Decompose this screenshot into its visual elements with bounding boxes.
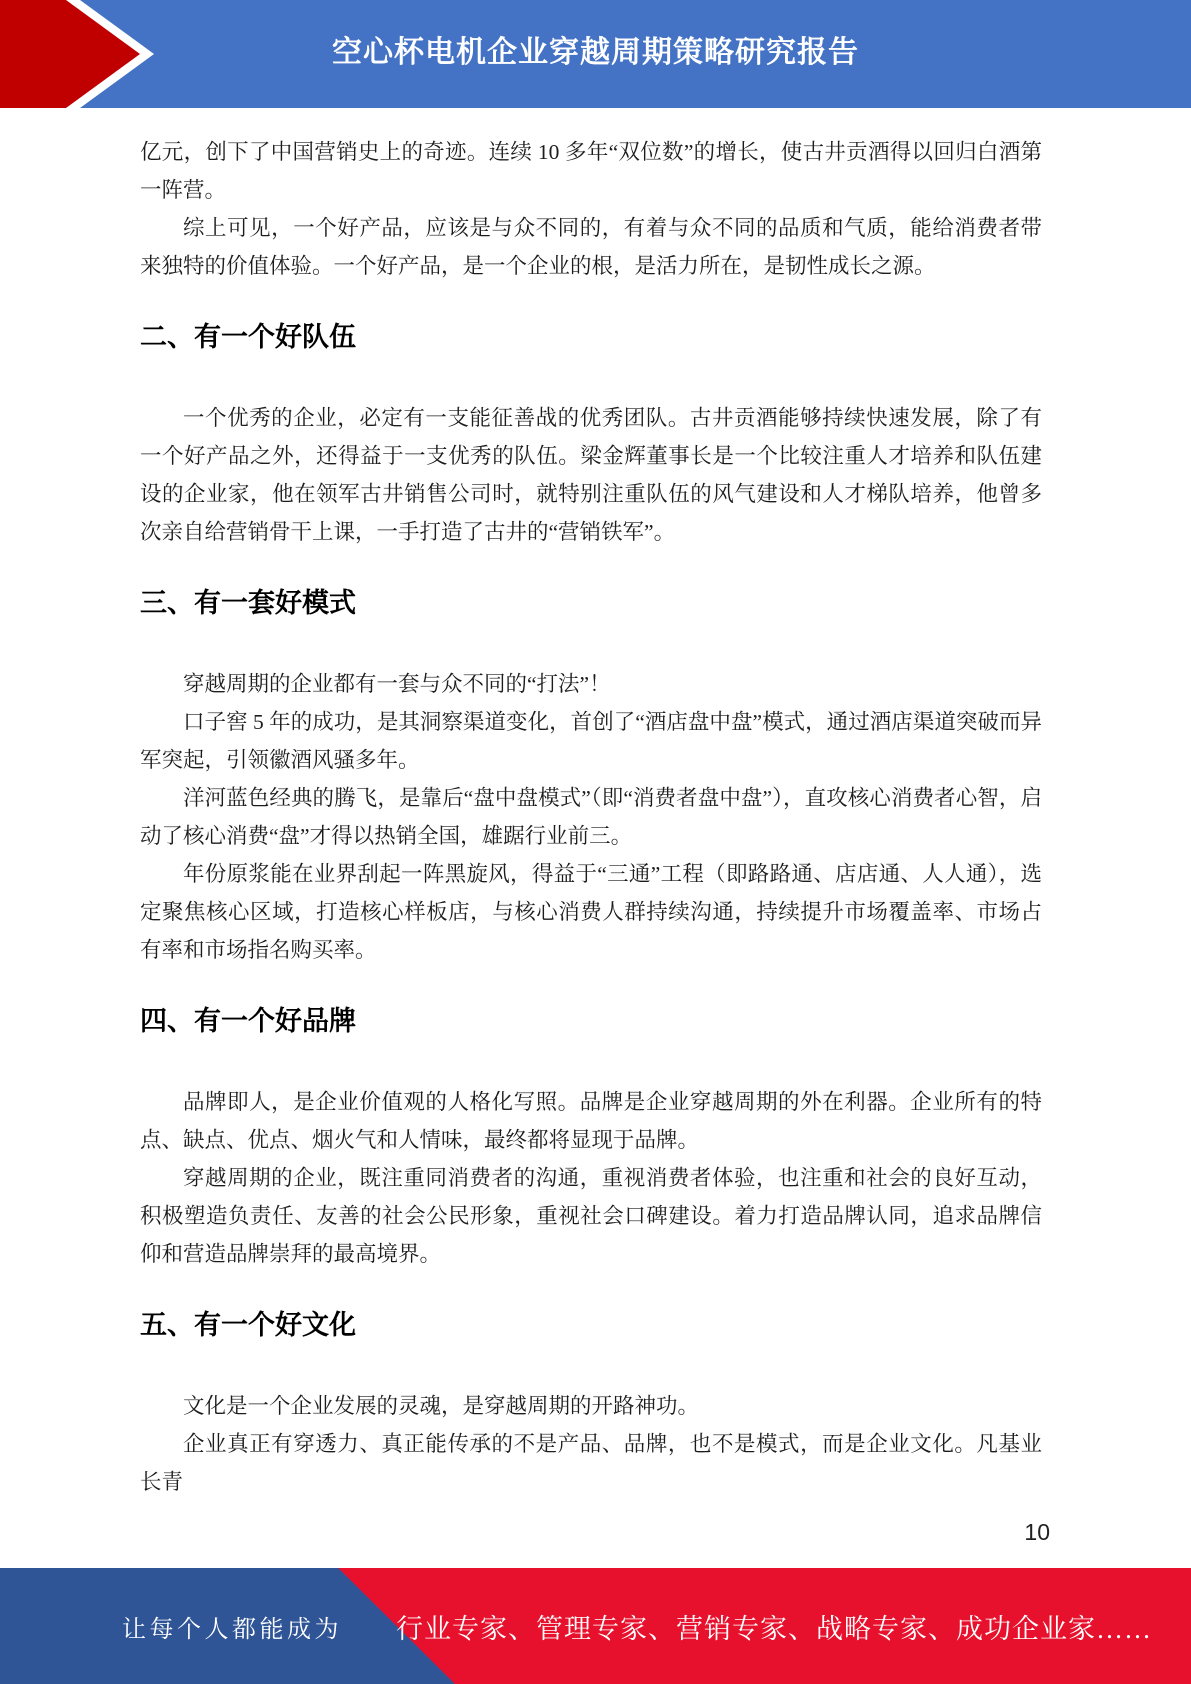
- body-paragraph: 洋河蓝色经典的腾飞，是靠后“盘中盘模式”（即“消费者盘中盘”），直攻核心消费者心智，启动了核心消费“盘”才得以热销全国，雄踞行业前三。: [140, 786, 1042, 848]
- body-paragraph: 一个优秀的企业，必定有一支能征善战的优秀团队。古井贡酒能够持续快速发展，除了有一个好产品之外，还得益于一支优秀的队伍。梁金辉董事长是一个比较注重人才培养和队伍建设的企业家，他在领军古井销售公司时，就特别注重队伍的风气建设和人才梯队培养，他曾多次亲自给营销骨干上课，一手打造了古井的“营销铁军”。: [140, 406, 1042, 544]
- footer-left-text: 让每个人都能成为: [122, 1616, 342, 1643]
- footer-right-text: 行业专家、管理专家、营销专家、战略专家、成功企业家……: [396, 1613, 1152, 1644]
- page-title: 空心杯电机企业穿越周期策略研究报告: [332, 36, 859, 69]
- section-heading-team: 二、有一个好队伍: [140, 322, 356, 352]
- page-number: 10: [1024, 1519, 1050, 1545]
- body-paragraph: 企业真正有穿透力、真正能传承的不是产品、品牌，也不是模式，而是企业文化。凡基业长青: [140, 1432, 1042, 1494]
- body-paragraph: 品牌即人，是企业价值观的人格化写照。品牌是企业穿越周期的外在利器。企业所有的特点、缺点、优点、烟火气和人情味，最终都将显现于品牌。: [140, 1090, 1042, 1152]
- body-paragraph: 口子窖 5 年的成功，是其洞察渠道变化，首创了“酒店盘中盘”模式，通过酒店渠道突破而异军突起，引领徽酒风骚多年。: [140, 710, 1042, 772]
- body-paragraph: 穿越周期的企业都有一套与众不同的“打法”！: [183, 672, 611, 696]
- document-body: [140, 133, 1042, 1501]
- body-paragraph: 文化是一个企业发展的灵魂，是穿越周期的开路神功。: [183, 1394, 700, 1418]
- section-heading-culture: 五、有一个好文化: [140, 1310, 356, 1340]
- body-paragraph: 穿越周期的企业，既注重同消费者的沟通，重视消费者体验，也注重和社会的良好互动，积极塑造负责任、友善的社会公民形象，重视社会口碑建设。着力打造品牌认同，追求品牌信仰和营造品牌崇拜的最高境界。: [140, 1166, 1042, 1266]
- header-banner: [0, 0, 1191, 108]
- footer-banner: [0, 1568, 1191, 1684]
- section-heading-model: 三、有一套好模式: [140, 588, 356, 618]
- body-paragraph: 综上可见，一个好产品，应该是与众不同的，有着与众不同的品质和气质，能给消费者带来独特的价值体验。一个好产品，是一个企业的根，是活力所在，是韧性成长之源。: [140, 216, 1042, 278]
- body-paragraph: 年份原浆能在业界刮起一阵黑旋风，得益于“三通”工程（即路路通、店店通、人人通），选定聚焦核心区域，打造核心样板店，与核心消费人群持续沟通，持续提升市场覆盖率、市场占有率和市场指名购买率。: [140, 862, 1042, 962]
- body-paragraph: 亿元，创下了中国营销史上的奇迹。连续 10 多年“双位数”的增长，使古井贡酒得以回归白酒第一阵营。: [140, 140, 1042, 202]
- section-heading-brand: 四、有一个好品牌: [140, 1006, 356, 1036]
